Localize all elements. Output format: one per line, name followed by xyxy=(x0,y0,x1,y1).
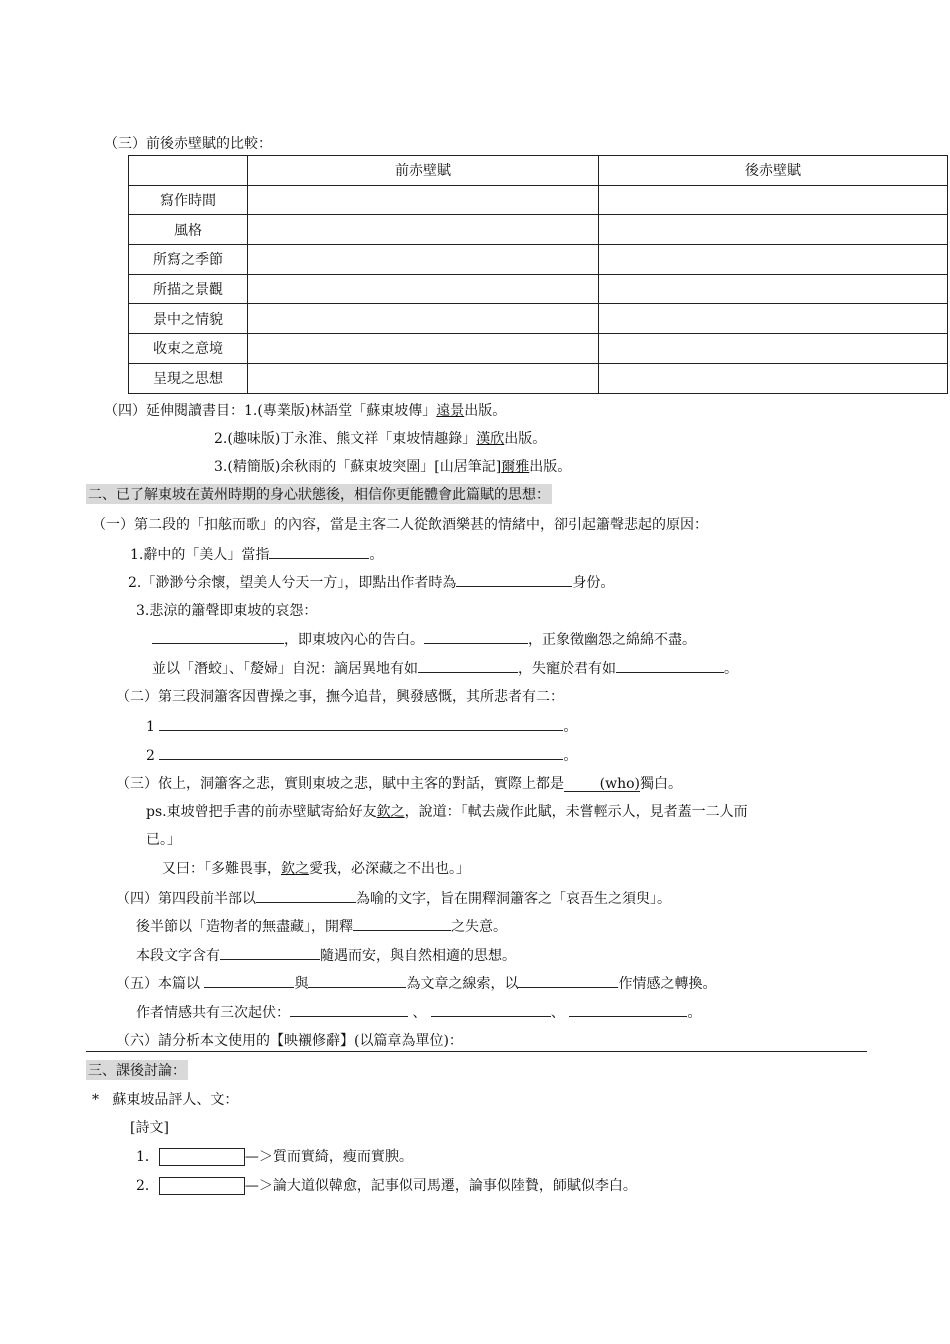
table-row xyxy=(129,363,948,393)
table-cell-blank[interactable] xyxy=(248,215,599,245)
prompt-text: ，正象徵幽怨之綿綿不盡。 xyxy=(528,632,696,648)
table-cell-blank[interactable] xyxy=(248,334,599,364)
prompt-text: 。 xyxy=(563,719,578,735)
answer-blank[interactable] xyxy=(424,628,528,644)
prompt-text: 。 xyxy=(563,748,578,764)
friend-name: 欽之 xyxy=(281,861,309,877)
row-label: 景中之情貌 xyxy=(129,304,248,334)
comparison-table xyxy=(128,155,948,394)
answer-blank[interactable] xyxy=(204,972,294,988)
reading-tail: 出版。 xyxy=(504,431,547,447)
divider-line xyxy=(86,1051,867,1052)
answer-box[interactable] xyxy=(159,1177,245,1195)
prompt-text: （三）依上，洞簫客之悲，實則東坡之悲，賦中主客的對話，實際上都是 xyxy=(116,776,564,792)
prompt-text: （五）本篇以 xyxy=(116,976,200,992)
prompt-text: （四）第四段前半部以 xyxy=(116,891,256,907)
poetry-prose-label: [詩文] xyxy=(130,1120,169,1136)
table-row xyxy=(129,304,948,334)
col-header-front: 前赤壁賦 xyxy=(248,156,599,186)
prompt-text: 、 xyxy=(550,1005,565,1021)
prompt-text: 作者情感共有三次起伏： xyxy=(136,1005,290,1021)
who-hint: (who) xyxy=(599,776,640,792)
prompt-text: 獨白。 xyxy=(640,776,682,792)
col-header-back: 後赤壁賦 xyxy=(599,156,948,186)
publisher-name: 爾雅 xyxy=(501,459,530,475)
prompt-text: 愛我，必深藏之不出也。」 xyxy=(309,861,470,877)
reading-tail: 出版。 xyxy=(464,403,507,419)
bullet-star: * xyxy=(92,1092,99,1108)
question-5 xyxy=(116,972,716,993)
discussion-item-1 xyxy=(136,1146,413,1166)
table-corner-cell xyxy=(129,156,248,186)
table-row xyxy=(129,274,948,304)
question-5-line2 xyxy=(136,1001,701,1022)
row-label: 所描之景觀 xyxy=(129,274,248,304)
prompt-text: 2.「渺渺兮余懷，望美人兮天一方」，即點出作者時為 xyxy=(128,575,457,591)
table-cell-blank[interactable] xyxy=(599,304,948,334)
row-label: 呈現之思想 xyxy=(129,363,248,393)
prompt-text: 。 xyxy=(724,661,738,677)
prompt-text: ，即東坡內心的告白。 xyxy=(284,632,424,648)
prompt-text: 、 xyxy=(412,1005,427,1021)
question-1-2 xyxy=(128,571,614,592)
answer-blank[interactable] xyxy=(159,744,563,760)
prompt-text: —＞質而實綺，瘦而實腴。 xyxy=(244,1149,413,1165)
table-row xyxy=(129,334,948,364)
question-1-3-line1 xyxy=(152,628,696,649)
item-number: 2 xyxy=(146,748,155,764)
question-1: （一）第二段的「扣舷而歌」的內容，當是主客二人從飲酒樂甚的情緒中，卻引起簫聲悲起的原因： xyxy=(92,517,708,533)
table-cell-blank[interactable] xyxy=(248,245,599,275)
question-4 xyxy=(116,887,671,908)
table-cell-blank[interactable] xyxy=(599,245,948,275)
item-number: 1． xyxy=(136,1149,159,1165)
table-cell-blank[interactable] xyxy=(599,363,948,393)
table-row xyxy=(129,245,948,275)
row-label: 寫作時間 xyxy=(129,185,248,215)
prompt-text: 。 xyxy=(369,547,384,563)
section-3-heading: 三、課後討論： xyxy=(86,1060,188,1080)
table-cell-blank[interactable] xyxy=(599,185,948,215)
answer-blank[interactable] xyxy=(569,1001,687,1017)
prompt-text: ，說道：「軾去歲作此賦，未嘗輕示人，見者蓋一二人而 xyxy=(404,804,748,820)
prompt-text: 1.辭中的「美人」當指 xyxy=(130,547,270,563)
prompt-text: 與 xyxy=(294,976,309,992)
reading-intro: （四）延伸閱讀書目：1.(專業版)林語堂「蘇東坡傳」 xyxy=(104,403,437,419)
answer-blank[interactable] xyxy=(269,543,369,559)
prompt-text: 。 xyxy=(687,1005,702,1021)
answer-blank[interactable] xyxy=(152,628,284,644)
reading-item-3 xyxy=(214,456,571,476)
question-2-1 xyxy=(146,715,577,736)
table-header-row xyxy=(129,156,948,186)
answer-box[interactable] xyxy=(159,1148,245,1166)
answer-blank-who[interactable] xyxy=(564,776,640,792)
item-number: 2． xyxy=(136,1178,159,1194)
answer-blank[interactable] xyxy=(220,944,320,960)
answer-blank[interactable] xyxy=(418,657,518,673)
reading-head: 3.(精簡版)余秋雨的「蘇東坡突圍」[山居筆記] xyxy=(214,459,502,475)
question-3 xyxy=(116,773,682,793)
prompt-text: ，失寵於君有如 xyxy=(518,661,616,677)
table-row xyxy=(129,215,948,245)
table-row xyxy=(129,185,948,215)
row-label: 收束之意境 xyxy=(129,334,248,364)
reading-item-2 xyxy=(214,428,546,448)
row-label: 所寫之季節 xyxy=(129,245,248,275)
prompt-text: 之失意。 xyxy=(451,919,507,935)
prompt-text: 又曰：「多難畏事， xyxy=(162,861,281,877)
prompt-text: 作情感之轉換。 xyxy=(618,976,717,992)
table-cell-blank[interactable] xyxy=(248,274,599,304)
prompt-text: 蘇東坡品評人、文： xyxy=(112,1092,239,1108)
answer-blank[interactable] xyxy=(159,715,563,731)
answer-blank[interactable] xyxy=(256,887,356,903)
question-4-line3 xyxy=(136,944,516,965)
table-cell-blank[interactable] xyxy=(248,363,599,393)
answer-blank[interactable] xyxy=(353,915,451,931)
question-4-line2 xyxy=(136,915,507,936)
question-2: （二）第三段洞簫客因曹操之事，撫今追昔，興發感慨，其所悲者有二： xyxy=(116,689,564,705)
ps-note-line2: 已。」 xyxy=(146,832,181,848)
reading-tail: 出版。 xyxy=(529,459,572,475)
question-1-3-line2 xyxy=(152,657,738,678)
reading-head: 2.(趣味版)丁永淮、熊文祥「東坡情趣錄」 xyxy=(214,431,477,447)
publisher-name: 遠景 xyxy=(436,403,465,419)
table-cell-blank[interactable] xyxy=(248,185,599,215)
prompt-text: 身份。 xyxy=(572,575,615,591)
publisher-name: 漢欣 xyxy=(476,431,505,447)
section-2-heading: 二、已了解東坡在黃州時期的身心狀態後，相信你更能體會此篇賦的思想： xyxy=(86,484,552,504)
table-cell-blank[interactable] xyxy=(248,304,599,334)
ps-note-line1 xyxy=(146,801,748,821)
prompt-text: 隨遇而安，與自然相適的思想。 xyxy=(320,948,516,964)
answer-blank[interactable] xyxy=(456,571,572,587)
friend-name: 欽之 xyxy=(376,804,405,820)
answer-blank[interactable] xyxy=(616,657,724,673)
answer-blank[interactable] xyxy=(308,972,406,988)
prompt-text: 並以「潛蛟」、「嫠婦」自況：謫居異地有如 xyxy=(152,661,418,677)
table-cell-blank[interactable] xyxy=(599,334,948,364)
prompt-text: 為喻的文字，旨在開釋洞簫客之「哀吾生之須臾」。 xyxy=(356,891,671,907)
comparison-title: （三）前後赤壁賦的比較： xyxy=(104,136,272,152)
prompt-text: 後半節以「造物者的無盡藏」，開釋 xyxy=(136,919,353,935)
table-cell-blank[interactable] xyxy=(599,215,948,245)
prompt-text: ps.東坡曾把手書的前赤壁賦寄給好友 xyxy=(146,804,377,820)
answer-blank[interactable] xyxy=(431,1001,551,1017)
prompt-text: 本段文字含有 xyxy=(136,948,220,964)
prompt-text: 為文章之線索，以 xyxy=(406,976,519,992)
row-label: 風格 xyxy=(129,215,248,245)
question-1-3: 3.悲涼的簫聲即東坡的哀怨： xyxy=(136,603,318,619)
reading-item-1 xyxy=(104,400,506,420)
question-6: （六）請分析本文使用的【映襯修辭】(以篇章為單位)： xyxy=(116,1033,463,1049)
discussion-topic xyxy=(92,1089,238,1109)
ps-note-again xyxy=(162,858,470,878)
discussion-item-2 xyxy=(136,1175,637,1195)
answer-blank[interactable] xyxy=(518,972,618,988)
question-1-1 xyxy=(130,543,383,564)
answer-blank[interactable] xyxy=(290,1001,408,1017)
item-number: 1 xyxy=(146,719,155,735)
question-2-2 xyxy=(146,744,577,765)
table-cell-blank[interactable] xyxy=(599,274,948,304)
prompt-text: —＞論大道似韓愈，記事似司馬遷，論事似陸贄，師賦似李白。 xyxy=(244,1178,637,1194)
